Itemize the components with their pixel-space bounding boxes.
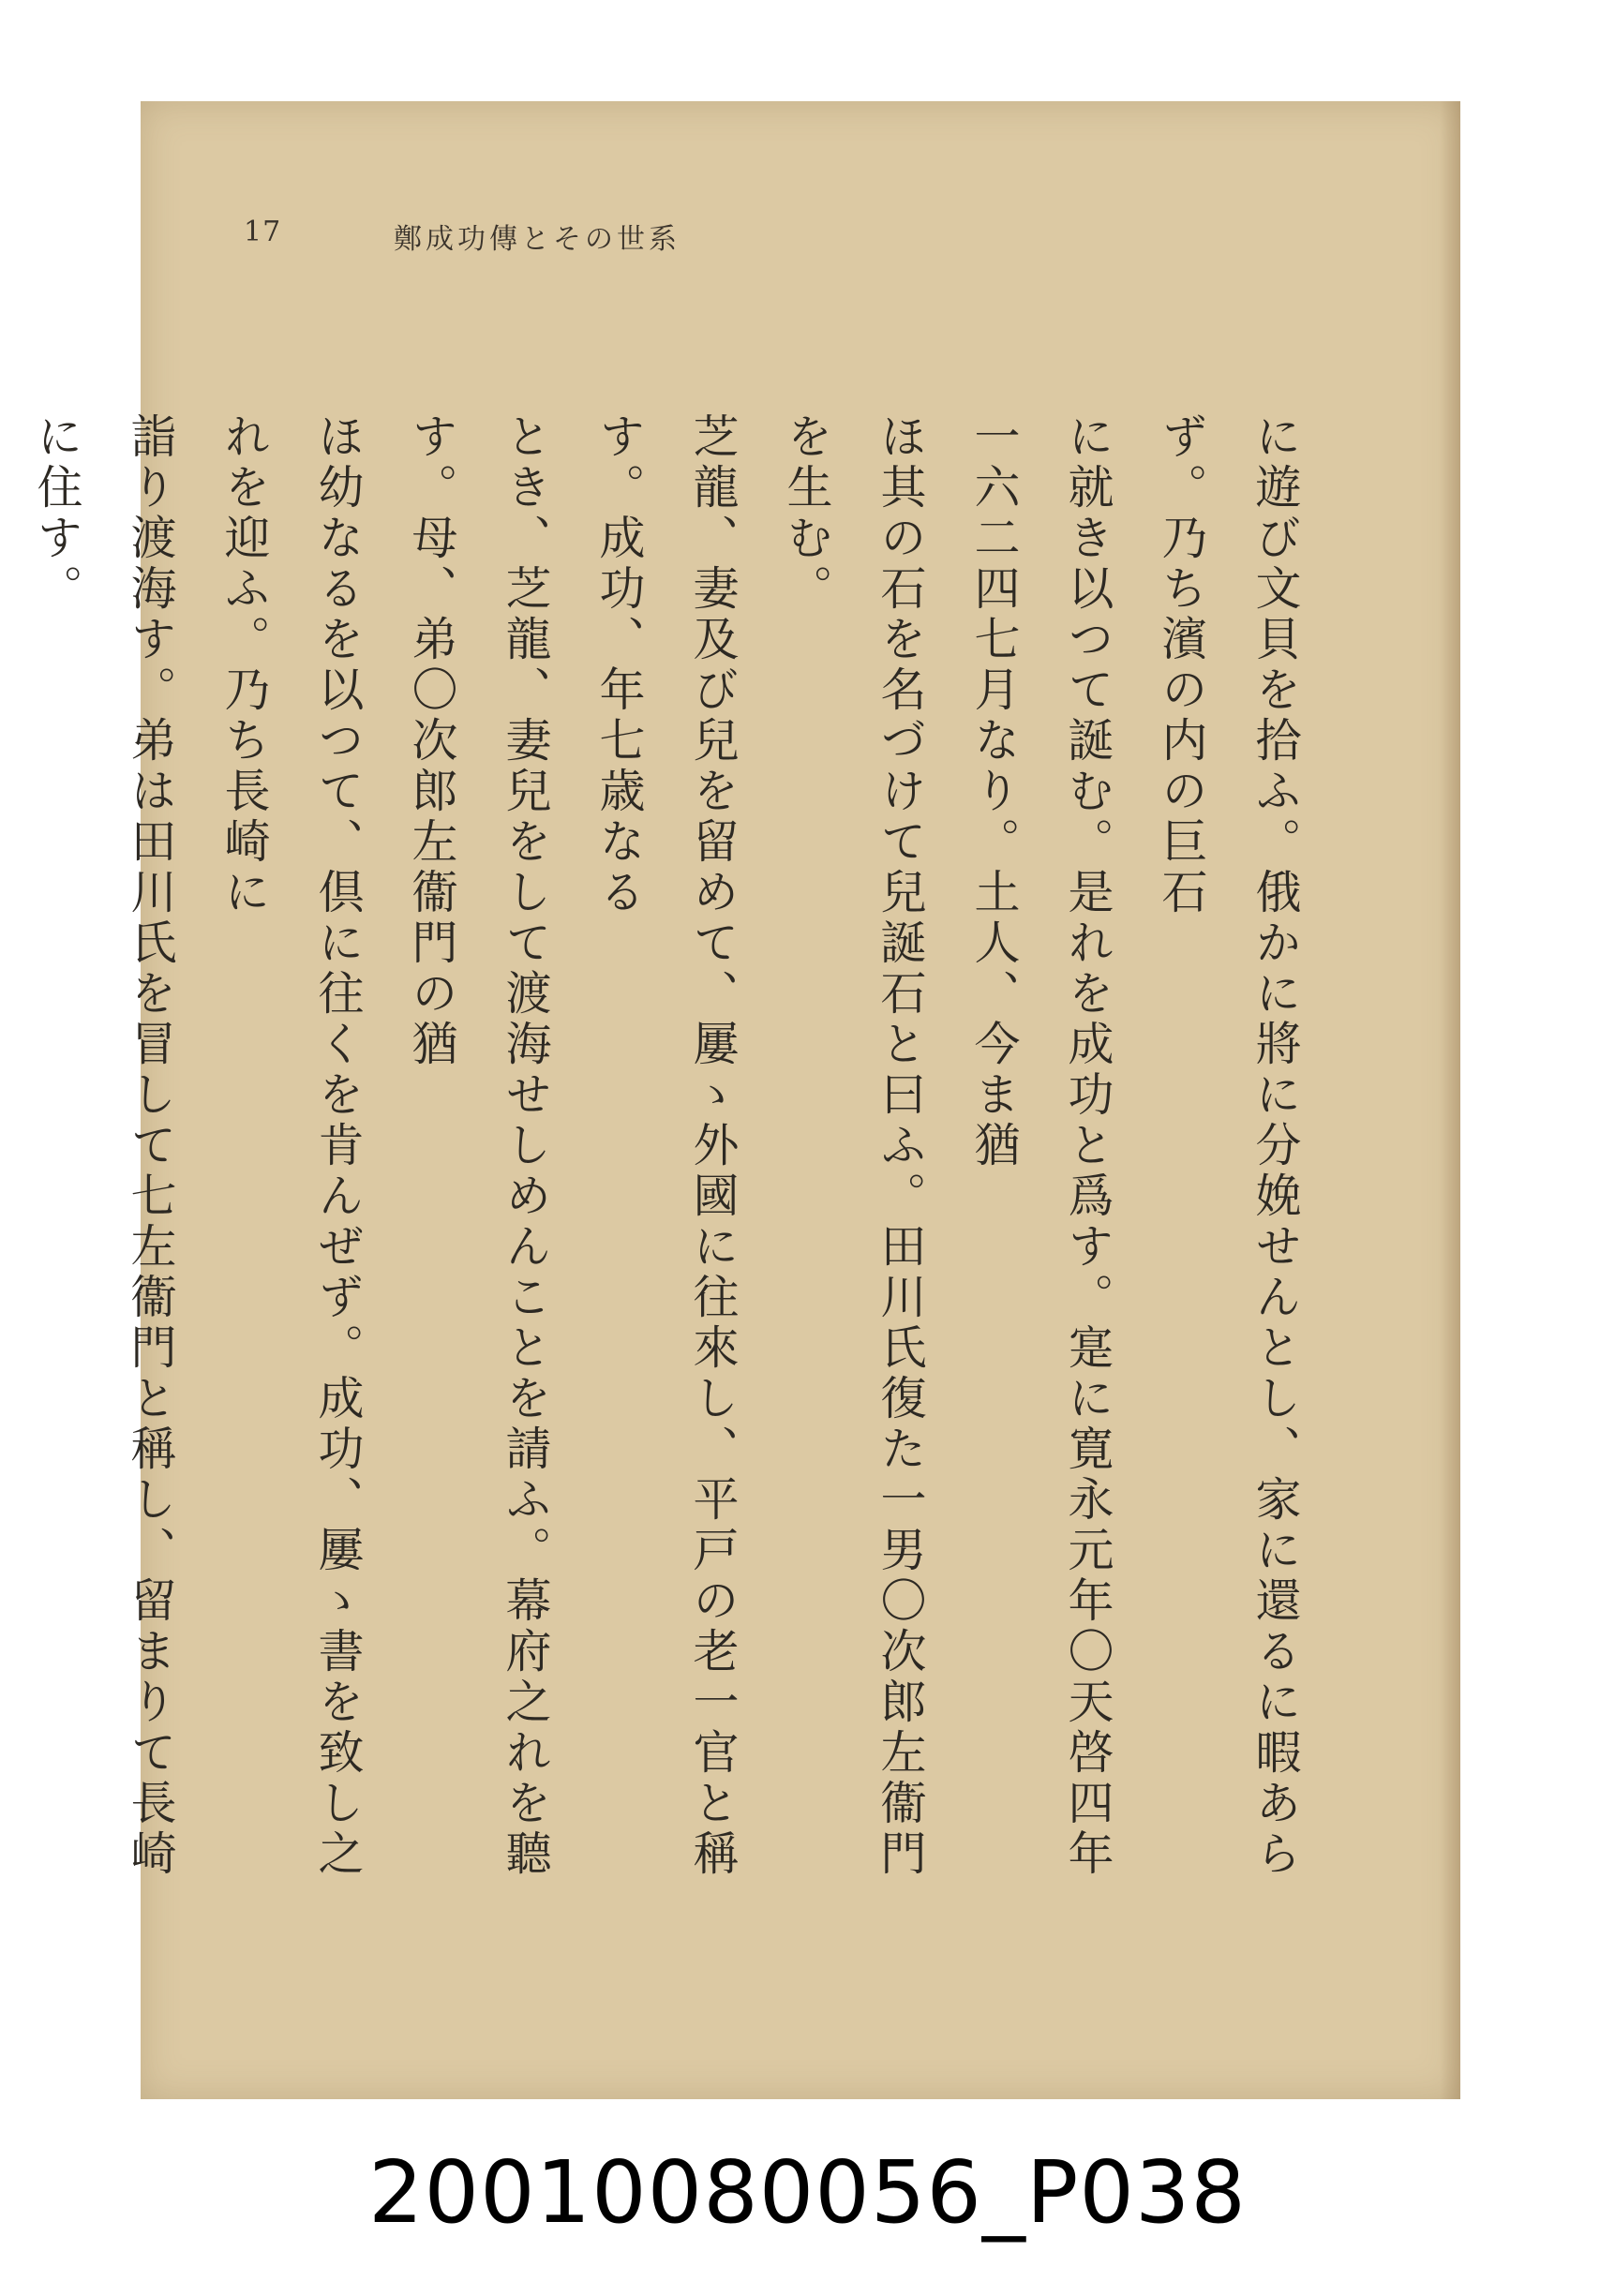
archive-id-caption: 20010080056_P038	[368, 2142, 1247, 2243]
text-column: に遊び文貝を拾ふ。俄かに將に分娩せんとし、家に還るに暇あらず。乃ち濱の内の巨石	[1155, 412, 1302, 1880]
text-column: ほ其の石を名づけて兒誕石と曰ふ。田川氏復た一男〇次郎左衞門を生む。	[780, 412, 927, 1880]
text-column: とき、芝龍、妻兒をして渡海せしめんことを請ふ。幕府之れを聽す。母、弟〇次郎左衞門の猶	[405, 412, 552, 1880]
running-head	[244, 216, 750, 262]
text-column: に就き以つて誕む。是れを成功と爲す。寔に寛永元年〇天啓四年一六二四七月なり。土人、今ま猶	[967, 412, 1114, 1880]
text-column: 芝龍、妻及び兒を留めて、屢ゝ外國に往來し、平戸の老一官と稱す。成功、年七歳なる	[592, 412, 740, 1880]
text-column	[0, 412, 9, 1902]
text-column: 詣り渡海す。弟は田川氏を冒して七左衞門と稱し、留まりて長崎に住す。	[30, 412, 177, 1880]
vertical-text-block	[30, 412, 1322, 1902]
text-column: ほ幼なるを以つて、倶に往くを肯んぜず。成功、屢ゝ書を致し之れを迎ふ。乃ち長崎に	[217, 412, 365, 1880]
page-edge-shadow	[1440, 101, 1460, 2099]
page-number: 17	[244, 216, 282, 248]
chapter-title: 鄭成功傳とその世系	[394, 223, 680, 256]
